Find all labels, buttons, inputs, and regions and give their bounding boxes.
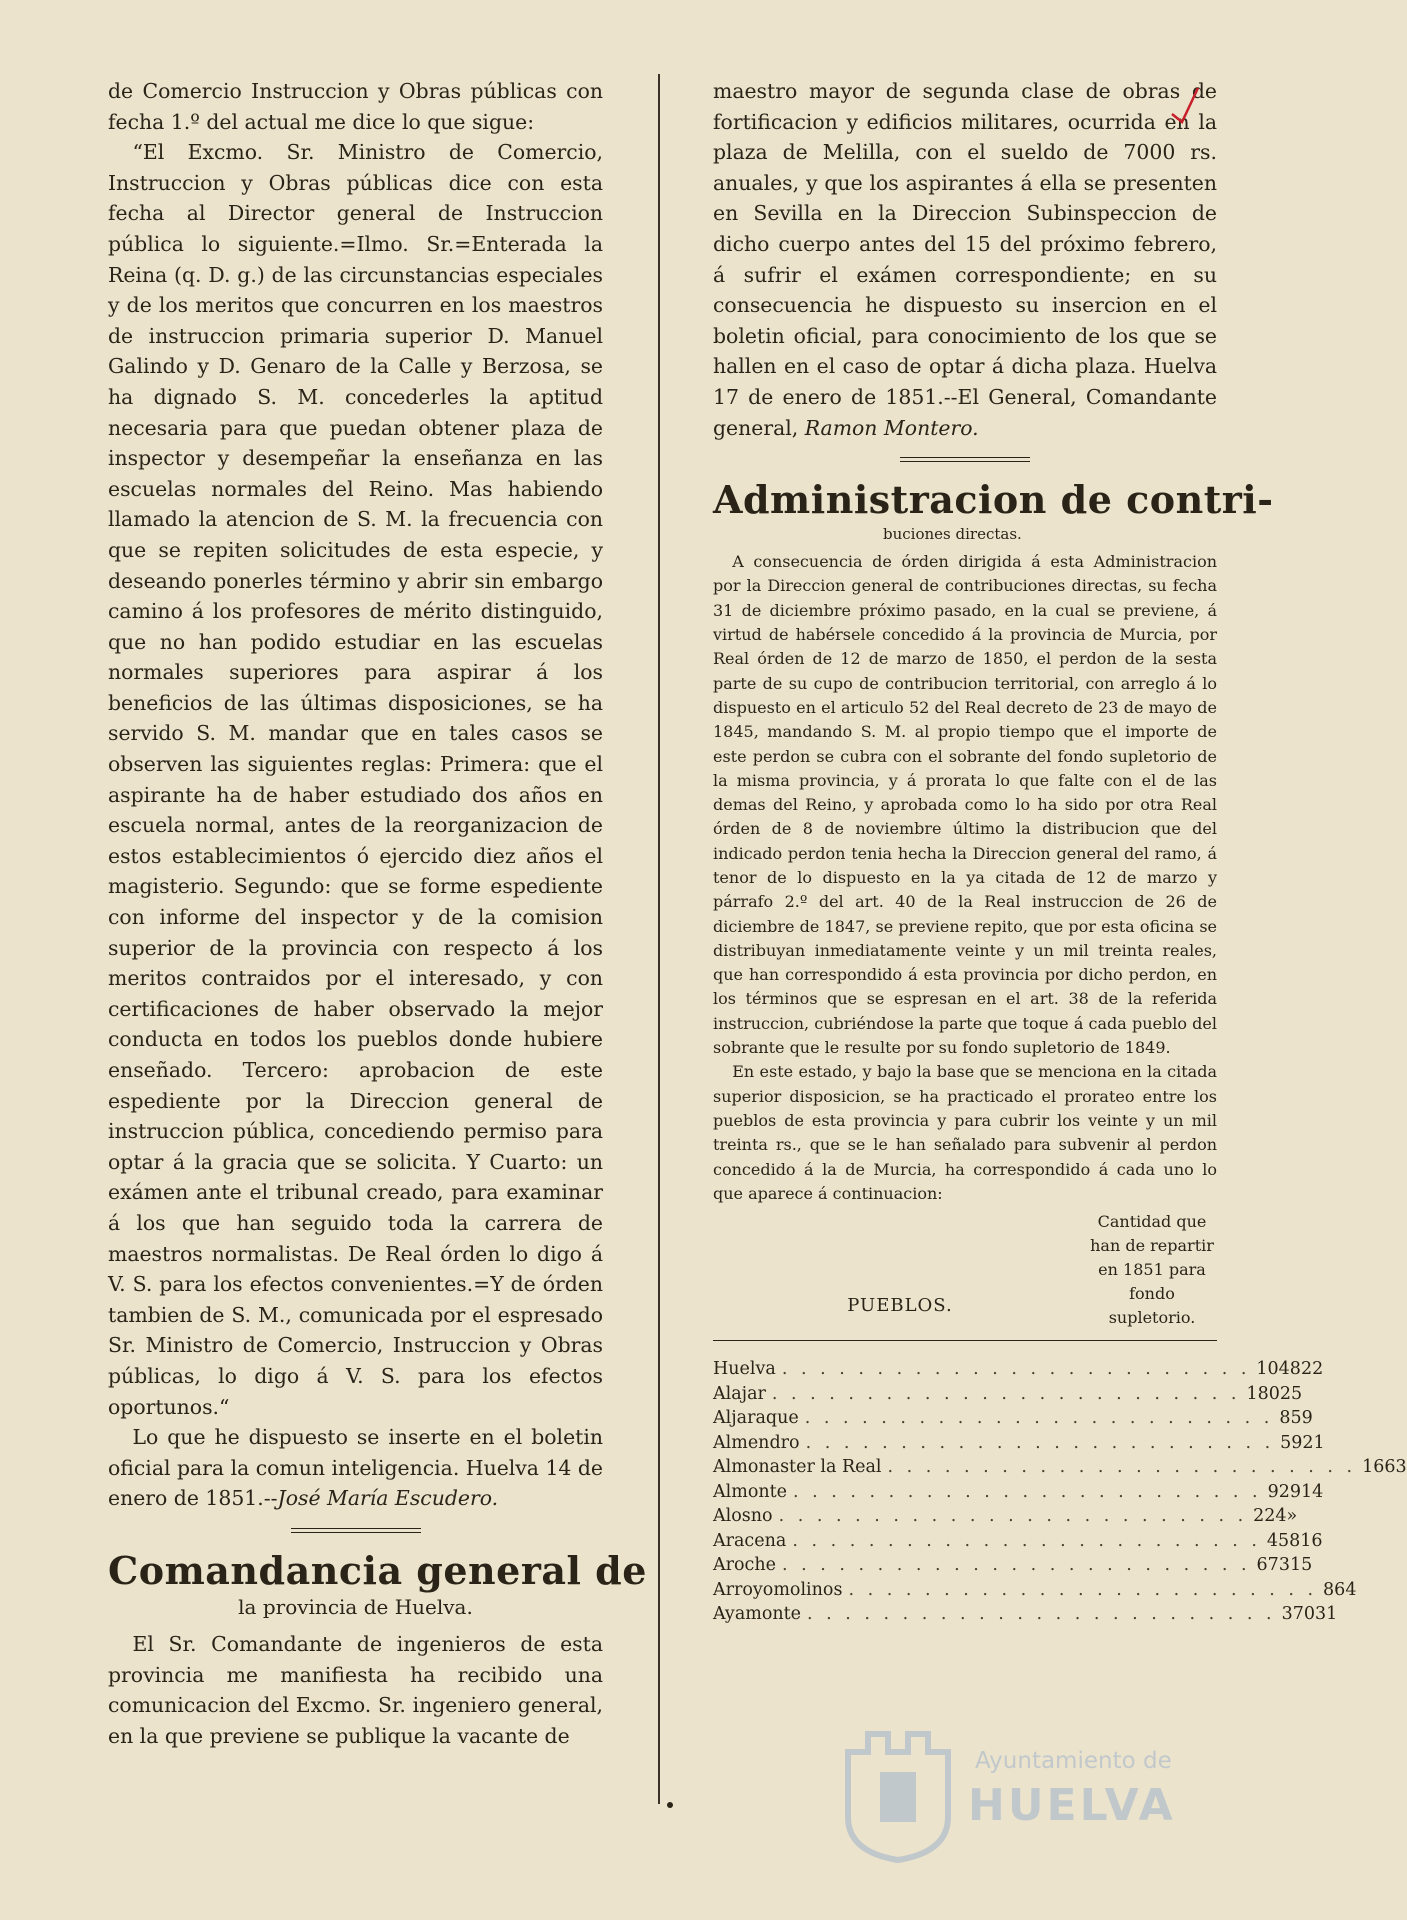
table-header: [713, 1210, 1217, 1341]
row-amount-fraction: 9: [1301, 1408, 1313, 1429]
row-pueblo: Aroche: [713, 1555, 776, 1576]
row-amount-integer: 59: [1280, 1432, 1303, 1453]
row-leader-dots: . . . . . . . . . . . . . . . . . . . . . . . . .: [771, 1383, 1241, 1404]
row-amount-integer: 85: [1279, 1408, 1302, 1429]
row-leader-dots: . . . . . . . . . . . . . . . . . . . . . . . . .: [848, 1579, 1318, 1600]
row-leader-dots: . . . . . . . . . . . . . . . . . . . . . . . . .: [781, 1555, 1251, 1576]
row-pueblo: Almendro: [713, 1432, 800, 1453]
row-amount-integer: 929: [1267, 1481, 1302, 1502]
row-leader-dots: . . . . . . . . . . . . . . . . . . . . . . . . .: [804, 1408, 1274, 1429]
row-amount-fraction: 25: [1279, 1383, 1303, 1404]
left-paragraph-royal-order: “El Excmo. Sr. Ministro de Comercio, Instruccion y Obras públicas dice con esta fecha al Director general de Instruccion pública lo siguiente.=Ilmo. Sr.=Enterada la Reina (q. D. g.) de las circunstancias especiales y de los meritos que concurren en los maestros de instruccion primaria superior D. Manuel Galindo y D. Genaro de la Calle y Berzosa, se ha dignado S. M. concederles la aptitud necesaria para que puedan obtener plaza de inspector y desempeñar la enseñanza en las escuelas normales del Reino. Mas habiendo llamado la atencion de S. M. la frecuencia con que se repiten solicitudes de esta especie, y deseando ponerles término y abrir sin embargo camino á los profesores de mérito distinguido, que no han podido estudiar en las escuelas normales superiores para aspirar á los beneficios de las últimas disposiciones, se ha servido S. M. mandar que en tales casos se observen las siguientes reglas: Primera: que el aspirante ha de haber estudiado dos años en escuela normal, antes de la reorganizacion de estos establecimientos ó ejercido diez años el magisterio. Segundo: que se forme espediente con informe del inspector y de la comision superior de la provincia con respecto á los meritos contraidos por el interesado, y con certificaciones de haber observado la mejor conducta en todos los pueblos donde hubiere enseñado. Tercero: aprobacion de este espediente por la Direccion general de instruccion pública, concediendo permiso para optar á la gracia que se solicita. Y Cuarto: un exámen ante el tribunal creado, para examinar á los que han seguido toda la carrera de maestros normalistas. De Real órden lo digo á V. S. para los efectos convenientes.=Y de órden tambien de S. M., comunicada por el espresado Sr. Ministro de Comercio, Instruccion y Obras públicas, lo digo á V. S. para los efectos oportunos.“: [108, 140, 603, 1419]
row-leader-dots: . . . . . . . . . . . . . . . . . . . . . . . . .: [887, 1457, 1357, 1478]
left-column: [108, 76, 647, 1751]
row-amount-integer: 224: [1253, 1506, 1287, 1527]
table-row: [713, 1457, 1407, 1482]
red-annotation-mark: [1168, 84, 1200, 124]
row-amount-integer: 180: [1246, 1383, 1280, 1404]
row-amount-fraction: 31: [1315, 1604, 1338, 1625]
watermark: [838, 1722, 1178, 1872]
table-row: [713, 1432, 1325, 1458]
row-pueblo: Almonte: [713, 1481, 788, 1502]
left-paragraph-ingenieros: El Sr. Comandante de ingenieros de esta provincia me manifiesta ha recibido una comunicacion del Excmo. Sr. ingeniero general, en la que previene se publique la vacante de: [108, 1631, 603, 1748]
row-leader-dots: . . . . . . . . . . . . . . . . . . . . . . . . .: [778, 1506, 1248, 1527]
table-body: [713, 1359, 1407, 1629]
row-amount-integer: 458: [1266, 1530, 1301, 1551]
row-amount-fraction: 16: [1300, 1530, 1323, 1551]
column-divider: [658, 74, 660, 1804]
coat-of-arms-icon: [838, 1722, 958, 1862]
row-leader-dots: . . . . . . . . . . . . . . . . . . . . . . . . .: [807, 1604, 1276, 1625]
row-amount-fraction: »: [1286, 1506, 1298, 1527]
row-pueblo: Alajar: [713, 1383, 766, 1404]
section-heading-comandancia: Comandancia general de: [108, 1547, 647, 1593]
table-row: [713, 1506, 1298, 1531]
ink-dot: [667, 1802, 673, 1808]
table-row: [713, 1555, 1313, 1580]
right-column: [713, 76, 1407, 1629]
left-closing-text: Lo que he dispuesto se inserte en el boletin oficial para la comun inteligencia. Huelva 14 de enero de 1851.--: [108, 1425, 603, 1511]
right-paragraph-prorateo: En este estado, y bajo la base que se menciona en la citada superior disposicion, se ha practicado el prorateo entre los pueblos de esta provincia y para cubrir los veinte y un mil treinta rs., que se le han señalado para subvenir al perdon concedido á la de Murcia, ha correspondido á cada uno lo que aparece á continuacion:: [713, 1062, 1217, 1203]
right-vacante-text: maestro mayor de segunda clase de obras de fortificacion y edificios militares, ocurrida en la plaza de Melilla, con el sueldo de 7000 rs. anuales, y que los aspirantes á ella se presenten en Sevilla en la Direccion Subinspeccion de dicho cuerpo antes del 15 del próximo febrero, á sufrir el exámen correspondiente; en su consecuencia he dispuesto su insercion en el boletin oficial, para conocimiento de los que se hallen en el caso de optar á dicha plaza. Huelva 17 de enero de 1851.--El General, Comandante general,: [713, 79, 1217, 440]
table-header-pueblos: PUEBLOS.: [847, 1295, 953, 1317]
row-amount-integer: 370: [1281, 1604, 1316, 1625]
section-subheading-comandancia: la provincia de Huelva.: [238, 1594, 473, 1619]
table-row: [713, 1579, 1357, 1605]
row-leader-dots: . . . . . . . . . . . . . . . . . . . . . . . . .: [805, 1432, 1275, 1453]
right-paragraph-orden: A consecuencia de órden dirigida á esta Administracion por la Direccion general de contribuciones directas, su fecha 31 de diciembre próximo pasado, en la cual se previene, á virtud de habérsele concedido á la provincia de Murcia, por Real órden de 12 de marzo de 1850, el perdon de la sesta parte de su cupo de contribucion territorial, con arreglo á lo dispuesto en el articulo 52 del Real decreto de 23 de mayo de 1845, mandando S. M. al propio tiempo que el importe de este perdon se cubra con el sobrante del fondo supletorio de la misma provincia, y á prorata lo que falte con el de las demas del Reino, y aprobada como lo ha sido por otra Real órden de 8 de noviembre último la distribucion que del indicado perdon tenia hecha la Direccion general del ramo, á tenor de lo dispuesto en la ya citada de 12 de marzo y párrafo 2.º del art. 40 de la Real instruccion de 26 de diciembre de 1847, se previene repito, que por esta oficina se distribuyan inmediatamente veinte y un mil treinta reales, que han correspondido á esta provincia por dicho perdon, en los términos que se espresan en el art. 38 de la referida instruccion, cubriéndose la parte que toque á cada pueblo del sobrante que le resulte por su fondo supletorio de 1849.: [713, 552, 1217, 1058]
section-separator-right: [900, 457, 1030, 462]
row-pueblo: Aracena: [713, 1530, 787, 1551]
right-signature: Ramon Montero.: [804, 415, 979, 440]
left-paragraph-intro: de Comercio Instruccion y Obras públicas con fecha 1.º del actual me dice lo que sigue:: [108, 79, 603, 134]
row-pueblo: Almonaster la Real: [713, 1457, 882, 1478]
table-row: [713, 1481, 1324, 1507]
table-row: [713, 1604, 1338, 1629]
table-header-cantidad: Cantidad que han de repartir en 1851 para fondo supletorio.: [1090, 1212, 1214, 1328]
row-pueblo: Huelva: [713, 1359, 776, 1380]
row-amount-fraction: 15: [1289, 1555, 1313, 1576]
row-amount-integer: 1048: [1256, 1359, 1301, 1380]
row-amount-fraction: 4: [1345, 1579, 1357, 1600]
row-amount-fraction: 3: [1395, 1457, 1407, 1478]
table-row: [713, 1383, 1303, 1409]
watermark-line2: HUELVA: [968, 1780, 1176, 1831]
table-row: [713, 1408, 1313, 1433]
left-signature: José María Escudero.: [277, 1486, 499, 1511]
row-leader-dots: . . . . . . . . . . . . . . . . . . . . . . . . .: [792, 1530, 1261, 1551]
section-heading-administracion: Administracion de contri-: [713, 477, 1274, 523]
row-pueblo: Arroyomolinos: [713, 1579, 843, 1600]
section-subheading-administracion: buciones directas.: [883, 525, 1022, 544]
row-pueblo: Aljaraque: [713, 1408, 799, 1429]
row-amount-integer: 166: [1362, 1457, 1396, 1478]
row-pueblo: Alosno: [713, 1506, 773, 1527]
row-amount-integer: 86: [1323, 1579, 1346, 1600]
table-row: [713, 1359, 1324, 1384]
row-amount-fraction: 14: [1301, 1481, 1324, 1502]
section-separator: [291, 1528, 421, 1533]
row-leader-dots: . . . . . . . . . . . . . . . . . . . . . . . . .: [781, 1359, 1251, 1380]
left-paragraph-closing: [108, 1422, 603, 1514]
row-leader-dots: . . . . . . . . . . . . . . . . . . . . . . . . .: [793, 1481, 1262, 1502]
right-paragraph-vacante: [713, 76, 1217, 443]
row-amount-fraction: 21: [1302, 1432, 1325, 1453]
row-amount-integer: 673: [1256, 1555, 1290, 1576]
row-pueblo: Ayamonte: [713, 1604, 802, 1625]
watermark-line1: Ayuntamiento de: [975, 1748, 1172, 1774]
table-row: [713, 1530, 1323, 1556]
distribution-table: [713, 1210, 1407, 1629]
row-amount-fraction: 22: [1300, 1359, 1324, 1380]
